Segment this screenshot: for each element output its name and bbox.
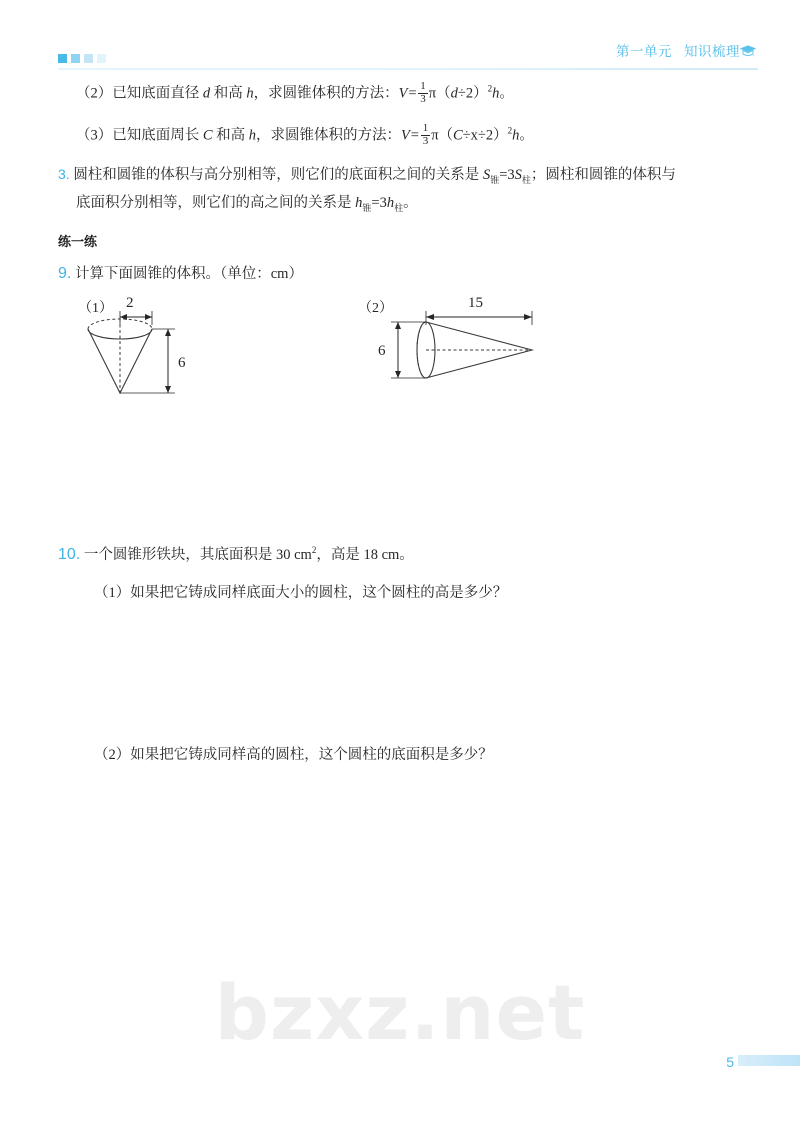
answer-space-10-1b	[58, 734, 758, 744]
item3-frac-numerator: 1	[422, 122, 429, 135]
item3-formula-div: ÷x÷2）	[462, 127, 508, 144]
item3num-line1-b: ；圆柱和圆锥的体积与	[530, 167, 676, 184]
cone-1-radius-text: 2	[126, 294, 134, 311]
item2-formula-lhs: V=	[398, 85, 418, 102]
figure-2-label: （2）	[358, 300, 393, 316]
item2-formula-div: ÷2）	[457, 85, 488, 102]
item10-dot: .	[75, 545, 81, 563]
cone-2-length-text: 15	[468, 294, 483, 311]
formula-item-2	[58, 82, 758, 106]
item3-text-mid: 和高	[212, 127, 249, 144]
decor-square-2	[71, 54, 80, 63]
header-decoration-squares	[58, 54, 106, 63]
item3num-h2: h	[386, 195, 395, 212]
cone-2-diameter-text: 6	[378, 342, 386, 359]
item3-var-c: C	[202, 127, 213, 144]
header-unit-label: 第一单元	[616, 44, 672, 59]
cone-1-height-text: 6	[178, 354, 186, 371]
item2-marker: （2）	[76, 85, 113, 102]
item3num-dot: .	[65, 166, 70, 183]
item3num-number: 3	[58, 166, 66, 183]
item3-frac-denominator: 3	[422, 134, 429, 147]
item3num-line1-a: 圆柱和圆锥的体积与高分别相等，则它们的底面积之间的关系是	[73, 167, 483, 184]
item3num-h-sub2: 柱	[394, 202, 404, 213]
item3-var-h: h	[248, 127, 257, 144]
item3-formula-var: C	[453, 127, 463, 144]
item10-power: 2	[311, 544, 317, 555]
item3-text-before: 已知底面周长	[112, 127, 203, 144]
item2-var-d: d	[202, 85, 211, 102]
watermark: bzxz.net	[214, 968, 586, 1057]
item3num-eq1: =3	[499, 167, 515, 184]
decor-square-3	[84, 54, 93, 63]
header-section-label: 知识梳理	[684, 44, 740, 59]
item2-formula-var: d	[450, 85, 458, 102]
item2-text-mid: 和高	[210, 85, 247, 102]
item2-period: 。	[499, 85, 514, 102]
page-number: 5	[726, 1054, 734, 1070]
item10-text-b: ，高是 18 cm。	[316, 546, 414, 563]
item3num-s1: S	[482, 167, 491, 184]
item3-formula-rhs: π（	[431, 127, 454, 144]
footer-accent-bar	[738, 1055, 800, 1066]
item3num-h-sub1: 锥	[362, 202, 372, 213]
figure-1-label: （1）	[78, 300, 113, 316]
formula-item-3	[58, 124, 758, 148]
item3num-sub2: 柱	[521, 175, 531, 186]
item9-figures	[58, 293, 758, 413]
item9-text: 计算下面圆锥的体积。（单位：cm）	[74, 265, 303, 282]
item9-number: 9	[58, 264, 67, 282]
answer-space-10-1	[58, 604, 758, 734]
page-content	[58, 82, 758, 767]
question-item-3	[58, 164, 758, 188]
answer-space-9	[58, 413, 758, 543]
item3num-eq2: =3	[371, 195, 387, 212]
graduation-cap-icon	[738, 42, 758, 62]
question-item-10-sub2: （2）如果把它铸成同样高的圆柱，这个圆柱的底面积是多少？	[94, 747, 493, 764]
item2-formula-rhs: π（	[428, 85, 451, 102]
question-item-10-sub1: （1）如果把它铸成同样底面大小的圆柱，这个圆柱的高是多少？	[94, 584, 508, 601]
item10-number: 10	[58, 545, 76, 563]
header-title	[616, 40, 740, 60]
item2-formula-tail: h	[492, 85, 500, 102]
item2-text-after: ，求圆锥体积的方法：	[253, 85, 399, 102]
item3-text-after: ，求圆锥体积的方法：	[256, 127, 402, 144]
item2-fraction	[418, 81, 428, 105]
item2-var-h: h	[246, 85, 254, 102]
item3-formula-tail: h	[512, 127, 520, 144]
question-item-9	[58, 262, 758, 287]
item3-period: 。	[519, 127, 534, 144]
item3num-line2-a: 底面积分别相等，则它们的高之间的关系是	[76, 195, 356, 212]
item2-text-before: 已知底面直径	[112, 85, 203, 102]
item2-formula-power: 2	[487, 83, 493, 94]
figure-cone-1	[78, 293, 203, 408]
decor-square-1	[58, 54, 67, 63]
item3-formula-lhs: V=	[401, 127, 420, 144]
header-divider	[58, 68, 758, 70]
item3num-sub1: 锥	[490, 175, 500, 186]
item2-frac-numerator: 1	[420, 80, 426, 92]
question-item-10	[58, 543, 758, 568]
item3num-h1: h	[355, 195, 363, 212]
page-header	[58, 40, 758, 74]
item3-formula-power: 2	[507, 125, 513, 136]
item3num-line2-b: 。	[403, 195, 418, 212]
item2-frac-denominator: 3	[420, 92, 426, 105]
item9-dot: .	[66, 264, 72, 282]
item10-text-a: 一个圆锥形铁块，其底面积是 30 cm	[83, 546, 312, 563]
question-item-3-line2	[58, 192, 758, 216]
decor-square-4	[97, 54, 106, 63]
item3-fraction	[421, 123, 431, 147]
item3num-s2: S	[514, 167, 522, 184]
item3-marker: （3）	[76, 127, 113, 144]
practice-section-title: 练一练	[58, 233, 98, 249]
figure-cone-2	[358, 293, 558, 398]
